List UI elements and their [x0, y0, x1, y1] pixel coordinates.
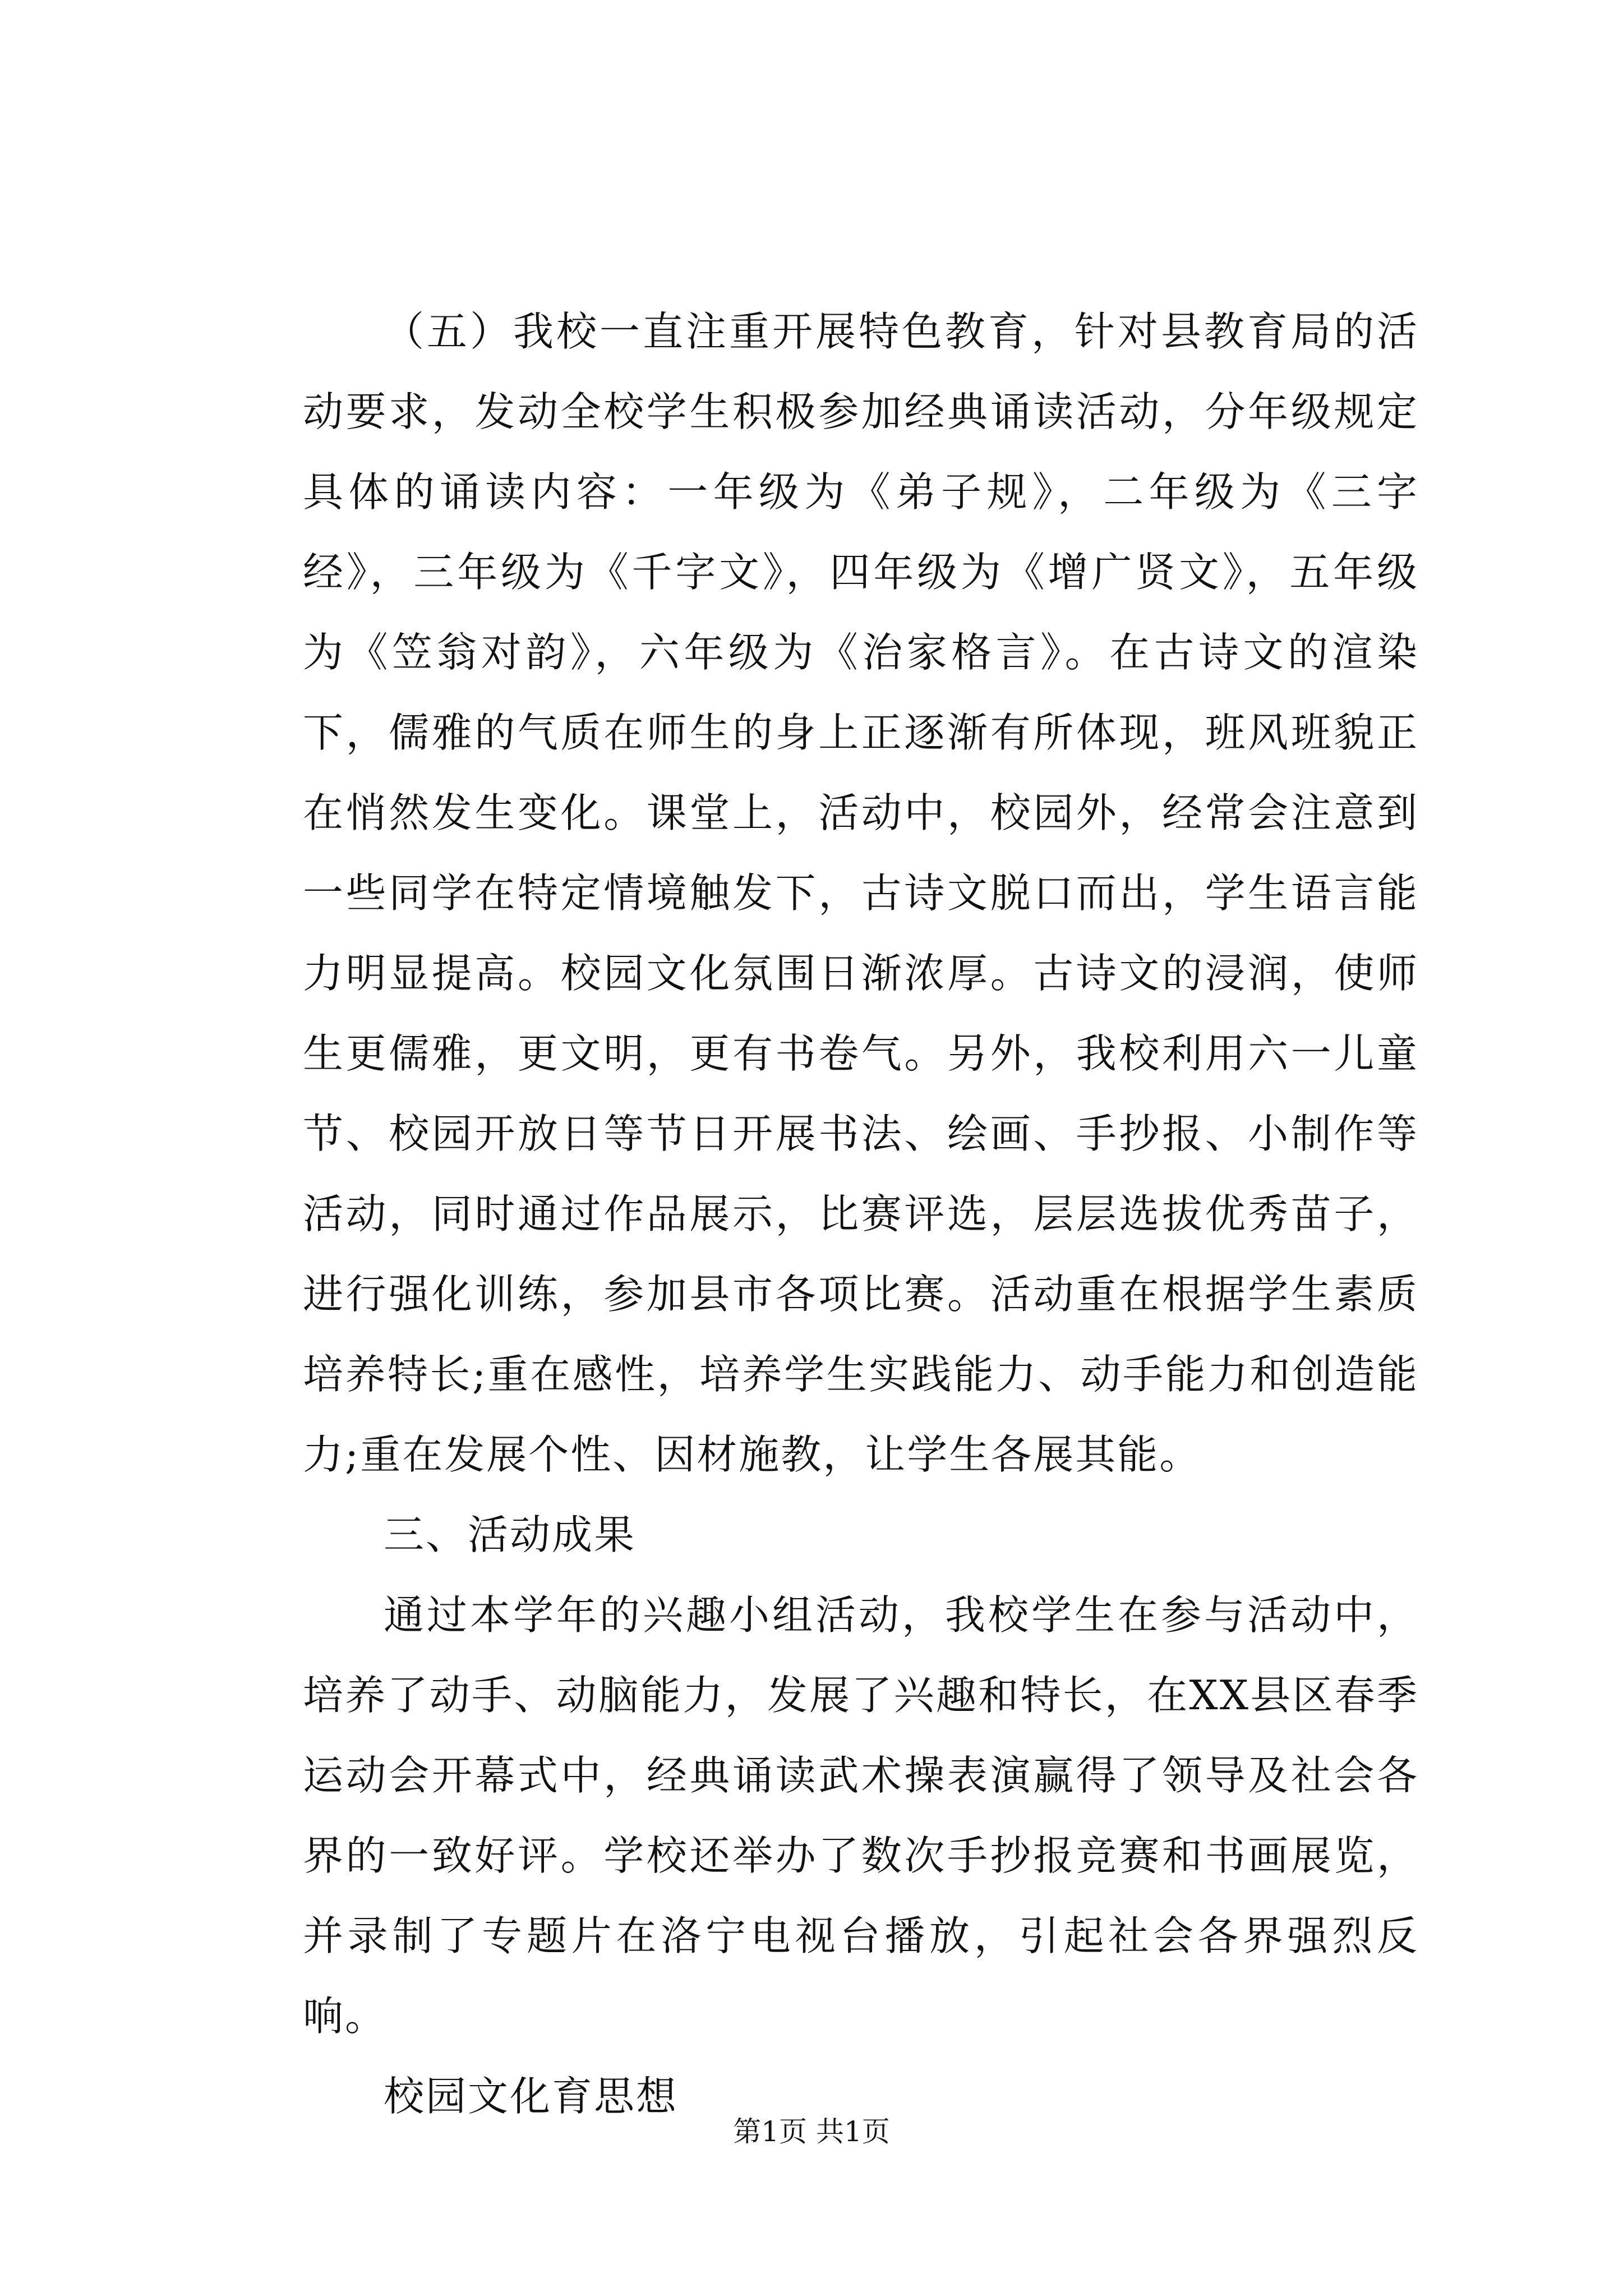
paragraph-special-education: （五）我校一直注重开展特色教育，针对县教育局的活动要求，发动全校学生积极参加经典诵读活动，分年级规定具体的诵读内容：一年级为《弟子规》，二年级为《三字经》，三年级为《千字文》，四年级为《增广贤文》，五年级为《笠翁对韵》，六年级为《治家格言》。在古诗文的渲染下，儒雅的气质在师生的身上正逐渐有所体现，班风班貌正在悄然发生变化。课堂上，活动中，校园外，经常会注意到一些同学在特定情境触发下，古诗文脱口而出，学生语言能力明显提高。校园文化氛围日渐浓厚。古诗文的浸润，使师生更儒雅，更文明，更有书卷气。另外，我校利用六一儿童节、校园开放日等节日开展书法、绘画、手抄报、小制作等活动，同时通过作品展示，比赛评选，层层选拔优秀苗子，进行强化训练，参加县市各项比赛。活动重在根据学生素质培养特长;重在感性，培养学生实践能力、动手能力和创造能力;重在发展个性、因材施教，让学生各展其能。 — [303, 308, 1419, 1478]
page-footer: 第1页 共1页 — [733, 2115, 890, 2148]
section-heading-results: 三、活动成果 — [384, 1511, 637, 1558]
section-heading-culture: 校园文化育思想 — [384, 2073, 679, 2120]
paragraph-results: 通过本学年的兴趣小组活动，我校学生在参与活动中，培养了动手、动脑能力，发展了兴趣和特长，在XX县区春季运动会开幕式中，经典诵读武术操表演赢得了领导及社会各界的一致好评。学校还举办了数次手抄报竞赛和书画展览，并录制了专题片在洛宁电视台播放，引起社会各界强烈反响。 — [303, 1591, 1419, 2040]
document-body — [303, 292, 1419, 2137]
